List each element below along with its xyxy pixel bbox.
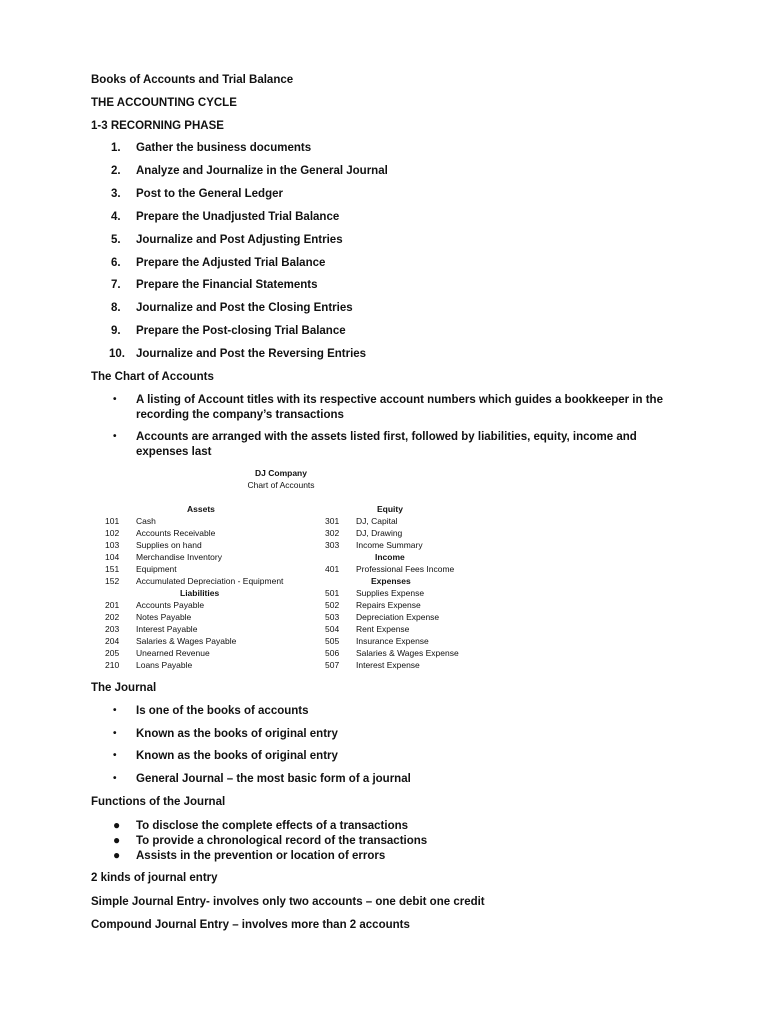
list-item: 10. Journalize and Post the Reversing Entries	[109, 348, 367, 360]
equity-heading: Equity	[377, 504, 403, 514]
list-item: ● To disclose the complete effects of a transactions	[113, 818, 409, 832]
bullet-icon: ●	[113, 848, 121, 862]
list-item: 8. Journalize and Post the Closing Entries	[111, 302, 353, 314]
list-item: 3. Post to the General Ledger	[111, 188, 283, 200]
document-title: Books of Accounts and Trial Balance	[91, 74, 294, 86]
income-heading: Income	[375, 552, 405, 562]
list-item: 7. Prepare the Financial Statements	[111, 279, 318, 291]
kinds-heading: 2 kinds of journal entry	[91, 872, 218, 884]
company-name: DJ Company	[255, 468, 307, 478]
list-item: 4. Prepare the Unadjusted Trial Balance	[111, 211, 340, 223]
phase-heading: 1-3 RECORNING PHASE	[91, 120, 224, 132]
list-item: 6. Prepare the Adjusted Trial Balance	[111, 257, 326, 269]
list-item: ● Assists in the prevention or location of errors	[113, 848, 386, 862]
compound-entry: Compound Journal Entry – involves more than 2 accounts	[91, 919, 410, 931]
list-item: 5. Journalize and Post Adjusting Entries	[111, 234, 343, 246]
bullet-icon: •	[113, 773, 117, 784]
list-item: ● To provide a chronological record of the transactions	[113, 833, 428, 847]
bullet-icon: ●	[113, 833, 121, 847]
list-item: 2. Analyze and Journalize in the General Journal	[111, 165, 388, 177]
chart-of-accounts-heading: The Chart of Accounts	[91, 371, 214, 383]
bullet-icon: ●	[113, 818, 121, 832]
list-item: 1. Gather the business documents	[111, 142, 312, 154]
bullet-icon: •	[113, 394, 117, 405]
functions-heading: Functions of the Journal	[91, 796, 226, 808]
simple-entry: Simple Journal Entry- involves only two accounts – one debit one credit	[91, 896, 485, 908]
cycle-heading: THE ACCOUNTING CYCLE	[91, 97, 237, 109]
journal-heading: The Journal	[91, 682, 157, 694]
liabilities-heading: Liabilities	[180, 588, 220, 598]
coa-title: Chart of Accounts	[247, 480, 315, 490]
document-page: Books of Accounts and Trial Balance THE ACCOUNTING CYCLE 1-3 RECORNING PHASE 1. Gather the business documents 2. Analyze and Journalize in the General Journal 3. Post to the General Ledger 4. Prepare the Unadjusted Trial Balance 5. Journalize and Post Adjusting Entries 6. Prepare the Adjusted Trial Balance 7. Prepare the Financial Statements 8. Journalize and Post the Closing Entries 9. Prepare the Post-closing Trial Balance 10. Journalize and Post the Reversing Entries The Chart of Accounts • A listing of Account titles with its respective account numbers which guides a bookkeeper in the recording the company’s transactions • Accounts are arranged with the assets listed first, followed by liabilities, equity, income and expenses last DJ Company Chart of Accounts Assets 101 Cash 102 Accounts Receivable 103 Supplies on hand 104 Merchandise Inventory 151 Equipment 152 Accumulated Depreciation - Equipment Liabilities 201 Accounts Payable 202 Notes Payable 203 Interest Payable 204 Salaries & Wages Payable 205 Unearned Revenue 210 Loans Payable Equity 301 DJ, Capital 302 DJ, Drawing 303 Income Summary Income 401 Professional Fees Income Expenses 501 Supplies Expense 502 Repairs Expense 503 Depreciation Expense 504 Rent Expense 505 Insurance Expense 506 Salaries & Wages Expense 507 Interest Expense The Journal • Is one of the books of accounts • Known as the books of original entry • Known as the books of original entry • General Journal – the most basic form of a journal Functions of the Journal ● To disclose the complete effects of a transactions ● To provide a chronological record of the transactions ● Assists in the prevention or location of errors 2 kinds of journal entry Simple Journal Entry- involves only two accounts – one debit one credit Compound Journal Entry – involves more than 2 accounts	[91, 74, 663, 931]
bullet-icon: •	[113, 728, 117, 739]
assets-heading: Assets	[187, 504, 215, 514]
list-item: 9. Prepare the Post-closing Trial Balance	[111, 325, 346, 337]
bullet-icon: •	[113, 705, 117, 716]
expenses-heading: Expenses	[371, 576, 411, 586]
bullet-icon: •	[113, 750, 117, 761]
bullet-icon: •	[113, 431, 117, 442]
